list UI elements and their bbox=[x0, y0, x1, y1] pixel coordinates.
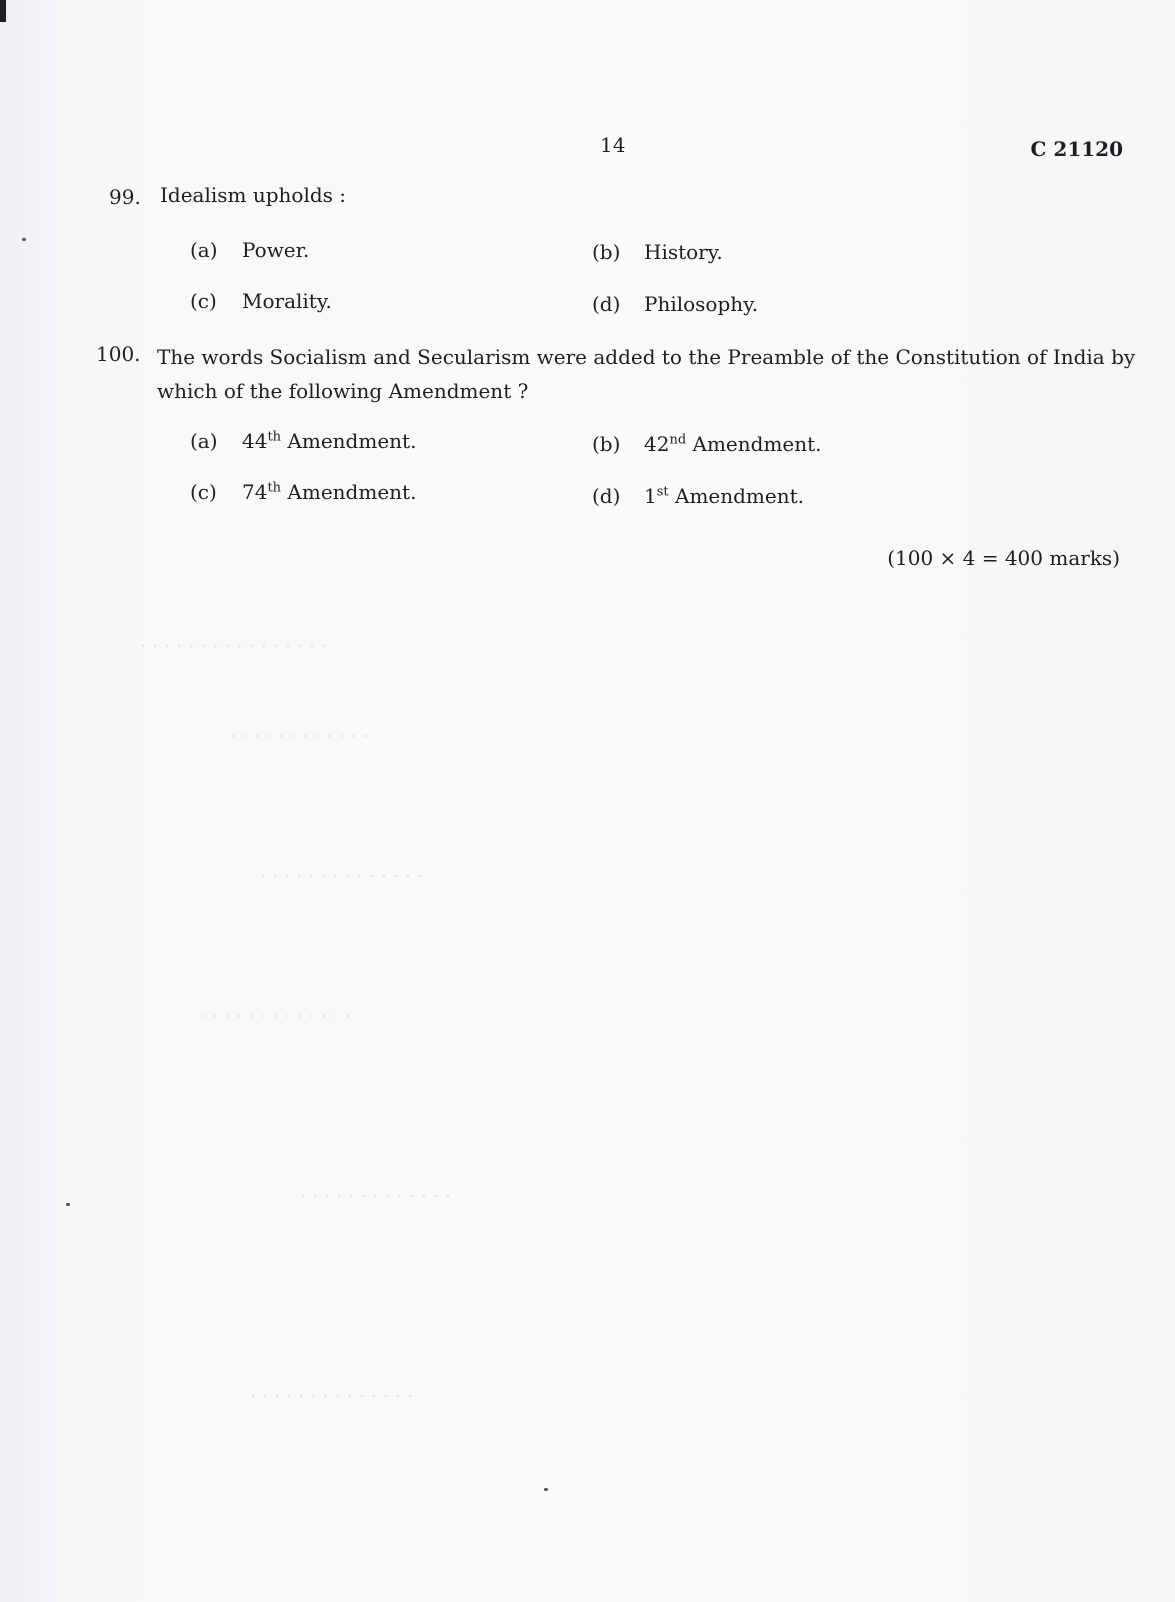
option-ordinal-number: 74 bbox=[242, 480, 268, 504]
option-text: Power. bbox=[242, 238, 310, 262]
option-ordinal-suffix: st bbox=[656, 484, 669, 500]
option-a bbox=[190, 238, 309, 262]
option-ordinal-suffix: th bbox=[267, 429, 282, 445]
option-b bbox=[592, 240, 723, 264]
option-label: (a) bbox=[190, 429, 218, 453]
option-ordinal-number: 44 bbox=[242, 429, 268, 453]
option-text: Morality. bbox=[242, 289, 332, 313]
option-d bbox=[592, 292, 758, 316]
question-text-line-2: which of the following Amendment ? bbox=[157, 379, 529, 403]
option-text: Amendment. bbox=[287, 429, 417, 453]
scan-speck bbox=[544, 1488, 548, 1491]
option-text: Amendment. bbox=[675, 484, 805, 508]
option-label: (b) bbox=[592, 240, 621, 264]
scan-edge-mark bbox=[0, 0, 6, 22]
question-text-line-1: The words Socialism and Secularism were added to the Preamble of the Constitution of India by bbox=[157, 345, 1136, 369]
option-ordinal-suffix: th bbox=[267, 480, 282, 496]
option-d bbox=[592, 484, 804, 508]
page-number: 14 bbox=[600, 133, 626, 157]
question-number: 99. bbox=[109, 185, 141, 209]
option-label: (b) bbox=[592, 432, 621, 456]
option-text: Amendment. bbox=[287, 480, 417, 504]
option-ordinal-suffix: nd bbox=[669, 432, 687, 448]
option-text: Philosophy. bbox=[644, 292, 759, 316]
exam-page: . . . . . . . . . . . . . . . . . . . . . . . . . . . . . . . . . . . . . . . . . . . . . . . . . . . . . . . . . . . . . . . . . . . . . . . . . . . . . . . . . . . 14 C 21120 99. Idealism upholds : (a) Power. (b) History. (c) Morality. (d) Philosophy. 100. The words Socialism and Secularism were added to the Preamble of the Constitution of India by which of the following Amendment ? (a) 44th Amendment. (b) 42nd Amendment. (c) 74th Amendment. (d) 1st Amendment. (100 × 4 = 400 marks) bbox=[0, 0, 1175, 1602]
question-text: Idealism upholds : bbox=[160, 183, 347, 207]
option-a bbox=[190, 429, 416, 453]
option-label: (c) bbox=[190, 289, 217, 313]
scan-speck bbox=[22, 238, 26, 241]
option-b bbox=[592, 432, 822, 456]
question-text bbox=[157, 340, 1147, 408]
total-marks: (100 × 4 = 400 marks) bbox=[887, 546, 1120, 570]
option-text: History. bbox=[644, 240, 723, 264]
option-ordinal-number: 1 bbox=[644, 484, 657, 508]
question-number: 100. bbox=[96, 342, 141, 366]
option-label: (d) bbox=[592, 292, 621, 316]
option-ordinal-number: 42 bbox=[644, 432, 670, 456]
option-label: (c) bbox=[190, 480, 217, 504]
option-text: Amendment. bbox=[692, 432, 822, 456]
option-label: (a) bbox=[190, 238, 218, 262]
paper-code: C 21120 bbox=[1030, 137, 1123, 161]
option-c bbox=[190, 480, 416, 504]
scan-speck bbox=[66, 1203, 70, 1206]
option-label: (d) bbox=[592, 484, 621, 508]
option-c bbox=[190, 289, 332, 313]
